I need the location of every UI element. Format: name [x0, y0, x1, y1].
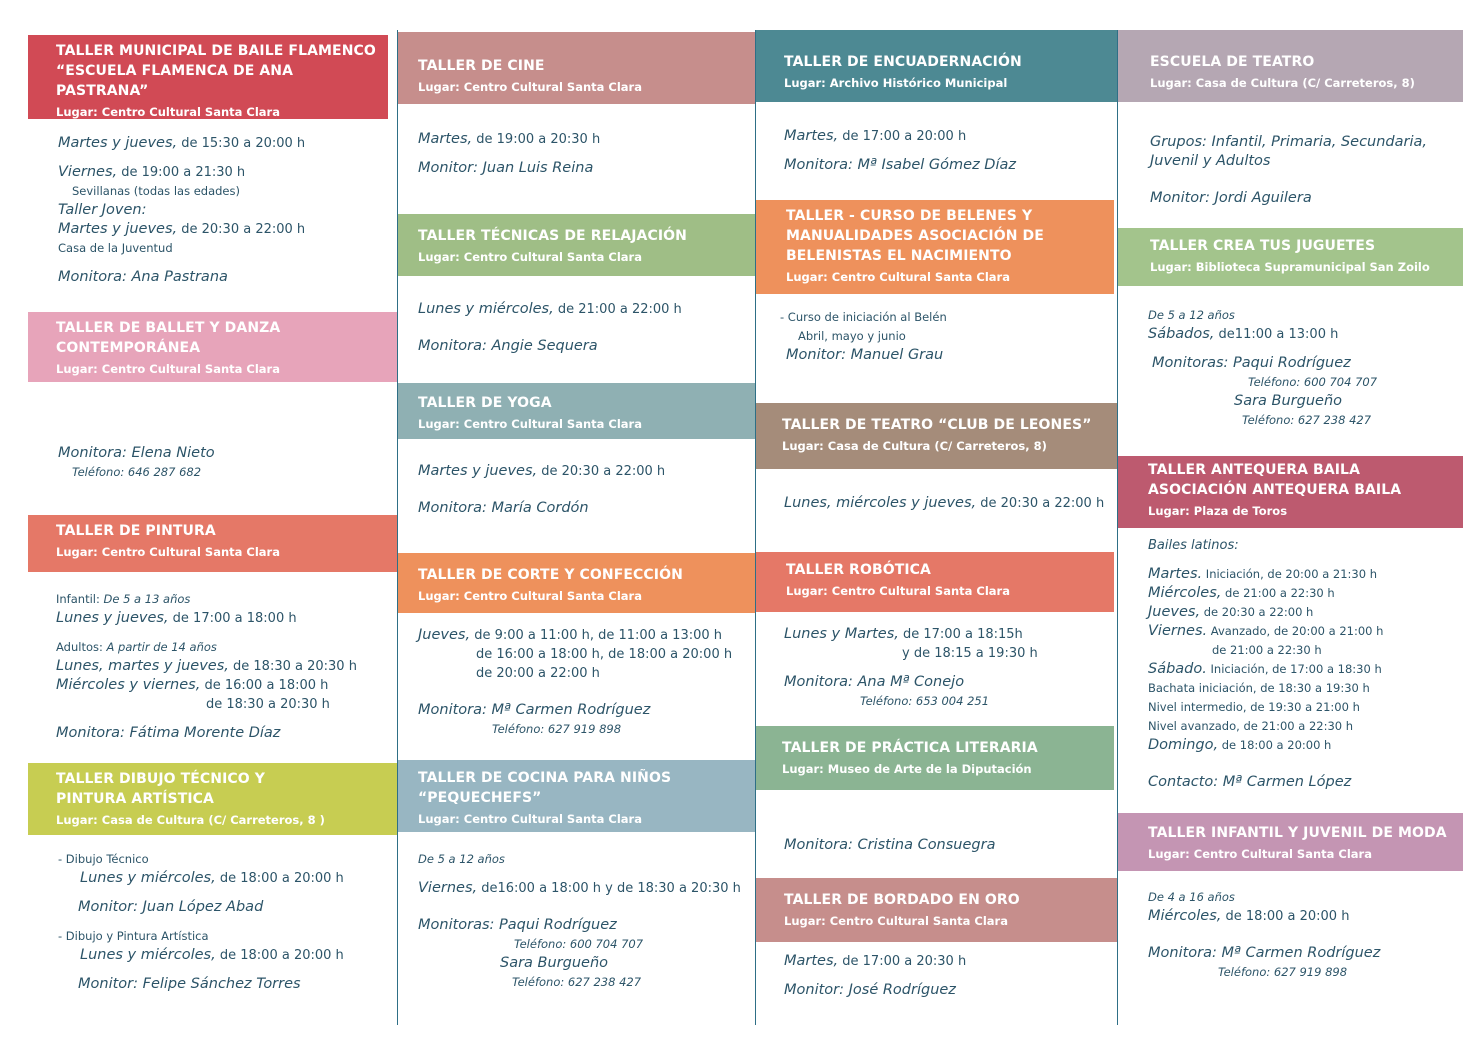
- header-cine: [398, 32, 755, 104]
- days: Jueves,: [418, 627, 471, 643]
- instructor: Monitoras: Paqui Rodríguez: [418, 917, 617, 933]
- title: TALLER CREA TUS JUGUETES: [1150, 238, 1376, 254]
- hours: de 15:30 a 20:00 h: [177, 136, 306, 151]
- note: Sevillanas (todas las edades): [72, 184, 240, 198]
- ages: De 4 a 16 años: [1148, 890, 1235, 904]
- title: TALLER TÉCNICAS DE RELAJACIÓN: [418, 228, 687, 244]
- days: Lunes y miércoles,: [418, 301, 554, 317]
- days: Martes y jueves,: [58, 221, 178, 237]
- instructor: Monitor: Felipe Sánchez Torres: [78, 976, 301, 992]
- body-ballet: [58, 444, 391, 482]
- instructor: Monitoras: Paqui Rodríguez: [1152, 355, 1351, 371]
- hours: de 18:00 a 20:00 h: [215, 871, 344, 886]
- hours: de 19:00 a 20:30 h: [472, 132, 601, 147]
- contact: Contacto: Mª Carmen López: [1148, 774, 1352, 790]
- hours: de 19:00 a 21:30 h: [117, 165, 246, 180]
- hours: Avanzado, de 20:00 a 21:00 h: [1207, 624, 1384, 638]
- header-juguetes: [1118, 228, 1463, 286]
- subheading: - Dibujo Técnico: [58, 852, 149, 866]
- header-leones: [756, 403, 1117, 469]
- header-literaria: [756, 726, 1114, 790]
- hours: de 16:00 a 18:00 h, de 18:00 a 20:00 h: [476, 647, 733, 662]
- title: TALLER DE TEATRO “CLUB DE LEONES”: [782, 417, 1092, 433]
- instructor: Monitora: Fátima Morente Díaz: [56, 725, 281, 741]
- groups: Juvenil y Adultos: [1150, 153, 1271, 169]
- location: Lugar: Centro Cultural Santa Clara: [786, 270, 1010, 284]
- body-literaria: [784, 836, 1111, 855]
- body-leones: [784, 494, 1111, 513]
- days: Lunes y Martes,: [784, 626, 899, 642]
- location: Lugar: Centro Cultural Santa Clara: [56, 362, 280, 376]
- label: Adultos:: [56, 640, 103, 654]
- title: TALLER DIBUJO TÉCNICO Y: [56, 771, 266, 787]
- location: Lugar: Centro Cultural Santa Clara: [418, 250, 642, 264]
- subheading: Bailes latinos:: [1148, 538, 1239, 553]
- body-corte: [418, 626, 749, 739]
- title: TALLER DE PRÁCTICA LITERARIA: [782, 740, 1038, 756]
- hours: de 20:30 a 22:00 h: [537, 464, 666, 479]
- instructor: Monitora: Mª Isabel Gómez Díaz: [784, 157, 1016, 173]
- location: Lugar: Archivo Histórico Municipal: [784, 76, 1008, 90]
- location: Lugar: Museo de Arte de la Diputación: [782, 762, 1032, 776]
- instructor: Monitor: Juan Luis Reina: [418, 160, 594, 176]
- label: Taller Joven:: [58, 202, 147, 218]
- title: TALLER DE BALLET Y DANZA: [56, 320, 281, 336]
- header-corte: [398, 553, 755, 613]
- days: Lunes y miércoles,: [80, 947, 216, 963]
- location: Lugar: Centro Cultural Santa Clara: [786, 584, 1010, 598]
- hours: de 21:00 a 22:30 h: [1212, 643, 1322, 657]
- location: Lugar: Centro Cultural Santa Clara: [56, 545, 280, 559]
- body-pintura: [56, 590, 391, 743]
- hours: Nivel avanzado, de 21:00 a 22:30 h: [1148, 719, 1354, 733]
- header-robotica: [756, 552, 1114, 612]
- hours: y de 18:15 a 19:30 h: [902, 646, 1038, 661]
- phone: Teléfono: 600 704 707: [1248, 375, 1378, 389]
- header-pintura: [28, 515, 397, 572]
- days: Miércoles y viernes,: [56, 677, 201, 693]
- header-yoga: [398, 383, 755, 439]
- days: Domingo,: [1148, 737, 1219, 753]
- hours: de 17:00 a 20:30 h: [838, 954, 967, 969]
- hours: de 18:00 a 20:00 h: [1221, 909, 1350, 924]
- instructor: Monitora: Angie Sequera: [418, 338, 598, 354]
- hours: de 21:00 a 22:00 h: [553, 302, 682, 317]
- header-cocina: [398, 760, 755, 832]
- days: Martes.: [1148, 566, 1203, 582]
- body-baila: [1148, 536, 1458, 792]
- location: Lugar: Casa de Cultura (C/ Carreteros, 8 ): [56, 813, 325, 827]
- body-cocina: [418, 850, 749, 992]
- days: Sábados,: [1148, 326, 1215, 342]
- days: Martes y jueves,: [58, 135, 178, 151]
- hours: de 20:30 a 22:00 h: [1200, 605, 1314, 619]
- subheading: - Curso de iniciación al Belén: [780, 310, 947, 324]
- phone: Teléfono: 627 238 427: [512, 975, 642, 989]
- days: Lunes, martes y jueves,: [56, 658, 229, 674]
- header-encuadernacion: [756, 30, 1117, 102]
- location: Lugar: Casa de Cultura (C/ Carreteros, 8): [782, 439, 1047, 453]
- hours: de 20:30 a 22:00 h: [177, 222, 306, 237]
- header-belenes: [756, 200, 1114, 294]
- hours: Iniciación, de 20:00 a 21:30 h: [1202, 567, 1378, 581]
- instructor: Sara Burgueño: [500, 955, 609, 971]
- days: Viernes,: [418, 880, 478, 896]
- hours: de11:00 a 13:00 h: [1214, 327, 1339, 342]
- body-bordado: [784, 952, 1111, 1000]
- location: Lugar: Plaza de Toros: [1148, 504, 1288, 518]
- days: Lunes y jueves,: [56, 610, 169, 626]
- instructor: Monitora: Elena Nieto: [58, 445, 215, 461]
- body-encuadernacion: [784, 127, 1111, 175]
- title: TALLER DE CINE: [418, 58, 545, 74]
- ages: De 5 a 12 años: [1148, 308, 1235, 322]
- title: TALLER DE ENCUADERNACIÓN: [784, 54, 1022, 70]
- ages: A partir de 14 años: [102, 640, 217, 654]
- location: Lugar: Casa de Cultura (C/ Carreteros, 8): [1150, 76, 1415, 90]
- hours: de 18:30 a 20:30 h: [206, 697, 330, 712]
- hours: de 20:30 a 22:00 h: [976, 496, 1105, 511]
- title: TALLER DE PINTURA: [56, 523, 216, 539]
- title: TALLER DE BORDADO EN ORO: [784, 892, 1020, 908]
- title: ASOCIACIÓN ANTEQUERA BAILA: [1148, 482, 1402, 498]
- hours: de 18:00 a 20:00 h: [1218, 738, 1332, 752]
- title: TALLER MUNICIPAL DE BAILE FLAMENCO: [56, 43, 376, 59]
- header-bordado: [756, 878, 1117, 942]
- hours: Iniciación, de 17:00 a 18:30 h: [1206, 662, 1382, 676]
- hours: de 21:00 a 22:30 h: [1221, 586, 1335, 600]
- header-ballet: [28, 312, 397, 382]
- hours: de 18:30 a 20:30 h: [228, 659, 357, 674]
- instructor: Monitora: Ana Pastrana: [58, 269, 228, 285]
- instructor: Monitor: Manuel Grau: [786, 347, 944, 363]
- instructor: Monitora: Mª Carmen Rodríguez: [1148, 945, 1381, 961]
- label: Infantil:: [56, 592, 100, 606]
- hours: de16:00 a 18:00 h y de 18:30 a 20:30 h: [477, 881, 741, 896]
- instructor: Monitora: Mª Carmen Rodríguez: [418, 702, 651, 718]
- hours: de 18:00 a 20:00 h: [215, 948, 344, 963]
- body-flamenco: [58, 134, 391, 287]
- ages: De 5 a 12 años: [418, 852, 505, 866]
- body-dibujo: [58, 850, 391, 994]
- body-belenes: [780, 308, 1111, 365]
- header-flamenco: [28, 35, 388, 119]
- days: Lunes y miércoles,: [80, 870, 216, 886]
- header-relajacion: [398, 214, 755, 276]
- days: Sábado.: [1148, 661, 1207, 677]
- instructor: Sara Burgueño: [1234, 393, 1343, 409]
- days: Lunes, miércoles y jueves,: [784, 495, 977, 511]
- title: “ESCUELA FLAMENCA DE ANA PASTRANA”: [56, 63, 294, 99]
- title: MANUALIDADES ASOCIACIÓN DE: [786, 228, 1044, 244]
- hours: de 20:00 a 22:00 h: [476, 666, 600, 681]
- hours: de 17:00 a 18:00 h: [168, 611, 297, 626]
- title: TALLER DE CORTE Y CONFECCIÓN: [418, 567, 683, 583]
- months: Abril, mayo y junio: [798, 329, 906, 343]
- subheading: - Dibujo y Pintura Artística: [58, 929, 209, 943]
- location: Lugar: Centro Cultural Santa Clara: [56, 105, 280, 119]
- title: BELENISTAS EL NACIMIENTO: [786, 248, 1012, 264]
- instructor: Monitor: Jordi Aguilera: [1150, 190, 1312, 206]
- phone: Teléfono: 627 919 898: [1218, 965, 1348, 979]
- title: TALLER ANTEQUERA BAILA: [1148, 462, 1361, 478]
- column-3: [756, 30, 1117, 1025]
- hours: de 17:00 a 18:15h: [898, 627, 1023, 642]
- body-juguetes: [1148, 306, 1458, 430]
- instructor: Monitor: José Rodríguez: [784, 982, 956, 998]
- title: TALLER DE YOGA: [418, 395, 552, 411]
- title: ESCUELA DE TEATRO: [1150, 54, 1315, 70]
- location: Lugar: Centro Cultural Santa Clara: [418, 417, 642, 431]
- days: Jueves,: [1148, 604, 1201, 620]
- groups: Grupos: Infantil, Primaria, Secundaria,: [1150, 134, 1428, 150]
- location: Lugar: Biblioteca Supramunicipal San Zoilo: [1150, 260, 1430, 274]
- title: CONTEMPORÁNEA: [56, 340, 201, 356]
- header-dibujo: [28, 763, 397, 835]
- body-relajacion: [418, 300, 749, 356]
- hours: de 17:00 a 20:00 h: [838, 129, 967, 144]
- hours: Nivel intermedio, de 19:30 a 21:00 h: [1148, 700, 1360, 714]
- instructor: Monitora: Ana Mª Conejo: [784, 674, 965, 690]
- hours: de 16:00 a 18:00 h: [200, 678, 329, 693]
- hours: de 9:00 a 11:00 h, de 11:00 a 13:00 h: [470, 628, 723, 643]
- note: Casa de la Juventud: [58, 241, 173, 255]
- days: Martes,: [784, 128, 839, 144]
- instructor: Monitor: Juan López Abad: [78, 899, 264, 915]
- header-baila: [1118, 456, 1463, 528]
- phone: Teléfono: 627 919 898: [492, 722, 622, 736]
- days: Viernes,: [58, 164, 118, 180]
- title: TALLER - CURSO DE BELENES Y: [786, 208, 1033, 224]
- location: Lugar: Centro Cultural Santa Clara: [418, 589, 642, 603]
- location: Lugar: Centro Cultural Santa Clara: [418, 80, 642, 94]
- days: Martes y jueves,: [418, 463, 538, 479]
- ages: De 5 a 13 años: [99, 592, 191, 606]
- location: Lugar: Centro Cultural Santa Clara: [418, 812, 642, 826]
- body-cine: [418, 130, 749, 178]
- title: TALLER ROBÓTICA: [786, 562, 931, 578]
- phone: Teléfono: 627 238 427: [1242, 413, 1372, 427]
- title: “PEQUECHEFS”: [418, 790, 542, 806]
- title: PINTURA ARTÍSTICA: [56, 791, 214, 807]
- header-moda: [1118, 813, 1463, 871]
- hours: Bachata iniciación, de 18:30 a 19:30 h: [1148, 681, 1370, 695]
- body-robotica: [784, 625, 1111, 711]
- instructor: Monitora: Cristina Consuegra: [784, 837, 996, 853]
- column-4: [1118, 30, 1464, 1025]
- header-teatro: [1118, 30, 1463, 102]
- phone: Teléfono: 646 287 682: [72, 465, 202, 479]
- location: Lugar: Centro Cultural Santa Clara: [1148, 847, 1372, 861]
- column-2: [398, 30, 755, 1025]
- title: TALLER DE COCINA PARA NIÑOS: [418, 770, 672, 786]
- days: Viernes.: [1148, 623, 1208, 639]
- title: TALLER INFANTIL Y JUVENIL DE MODA: [1148, 825, 1447, 841]
- days: Martes,: [418, 131, 473, 147]
- phone: Teléfono: 600 704 707: [514, 937, 644, 951]
- body-teatro: [1150, 133, 1458, 208]
- phone: Teléfono: 653 004 251: [860, 694, 990, 708]
- days: Miércoles,: [1148, 908, 1222, 924]
- body-moda: [1148, 888, 1458, 982]
- location: Lugar: Centro Cultural Santa Clara: [784, 914, 1008, 928]
- column-1: [28, 30, 397, 1025]
- body-yoga: [418, 462, 749, 518]
- instructor: Monitora: María Cordón: [418, 500, 589, 516]
- days: Martes,: [784, 953, 839, 969]
- days: Miércoles,: [1148, 585, 1222, 601]
